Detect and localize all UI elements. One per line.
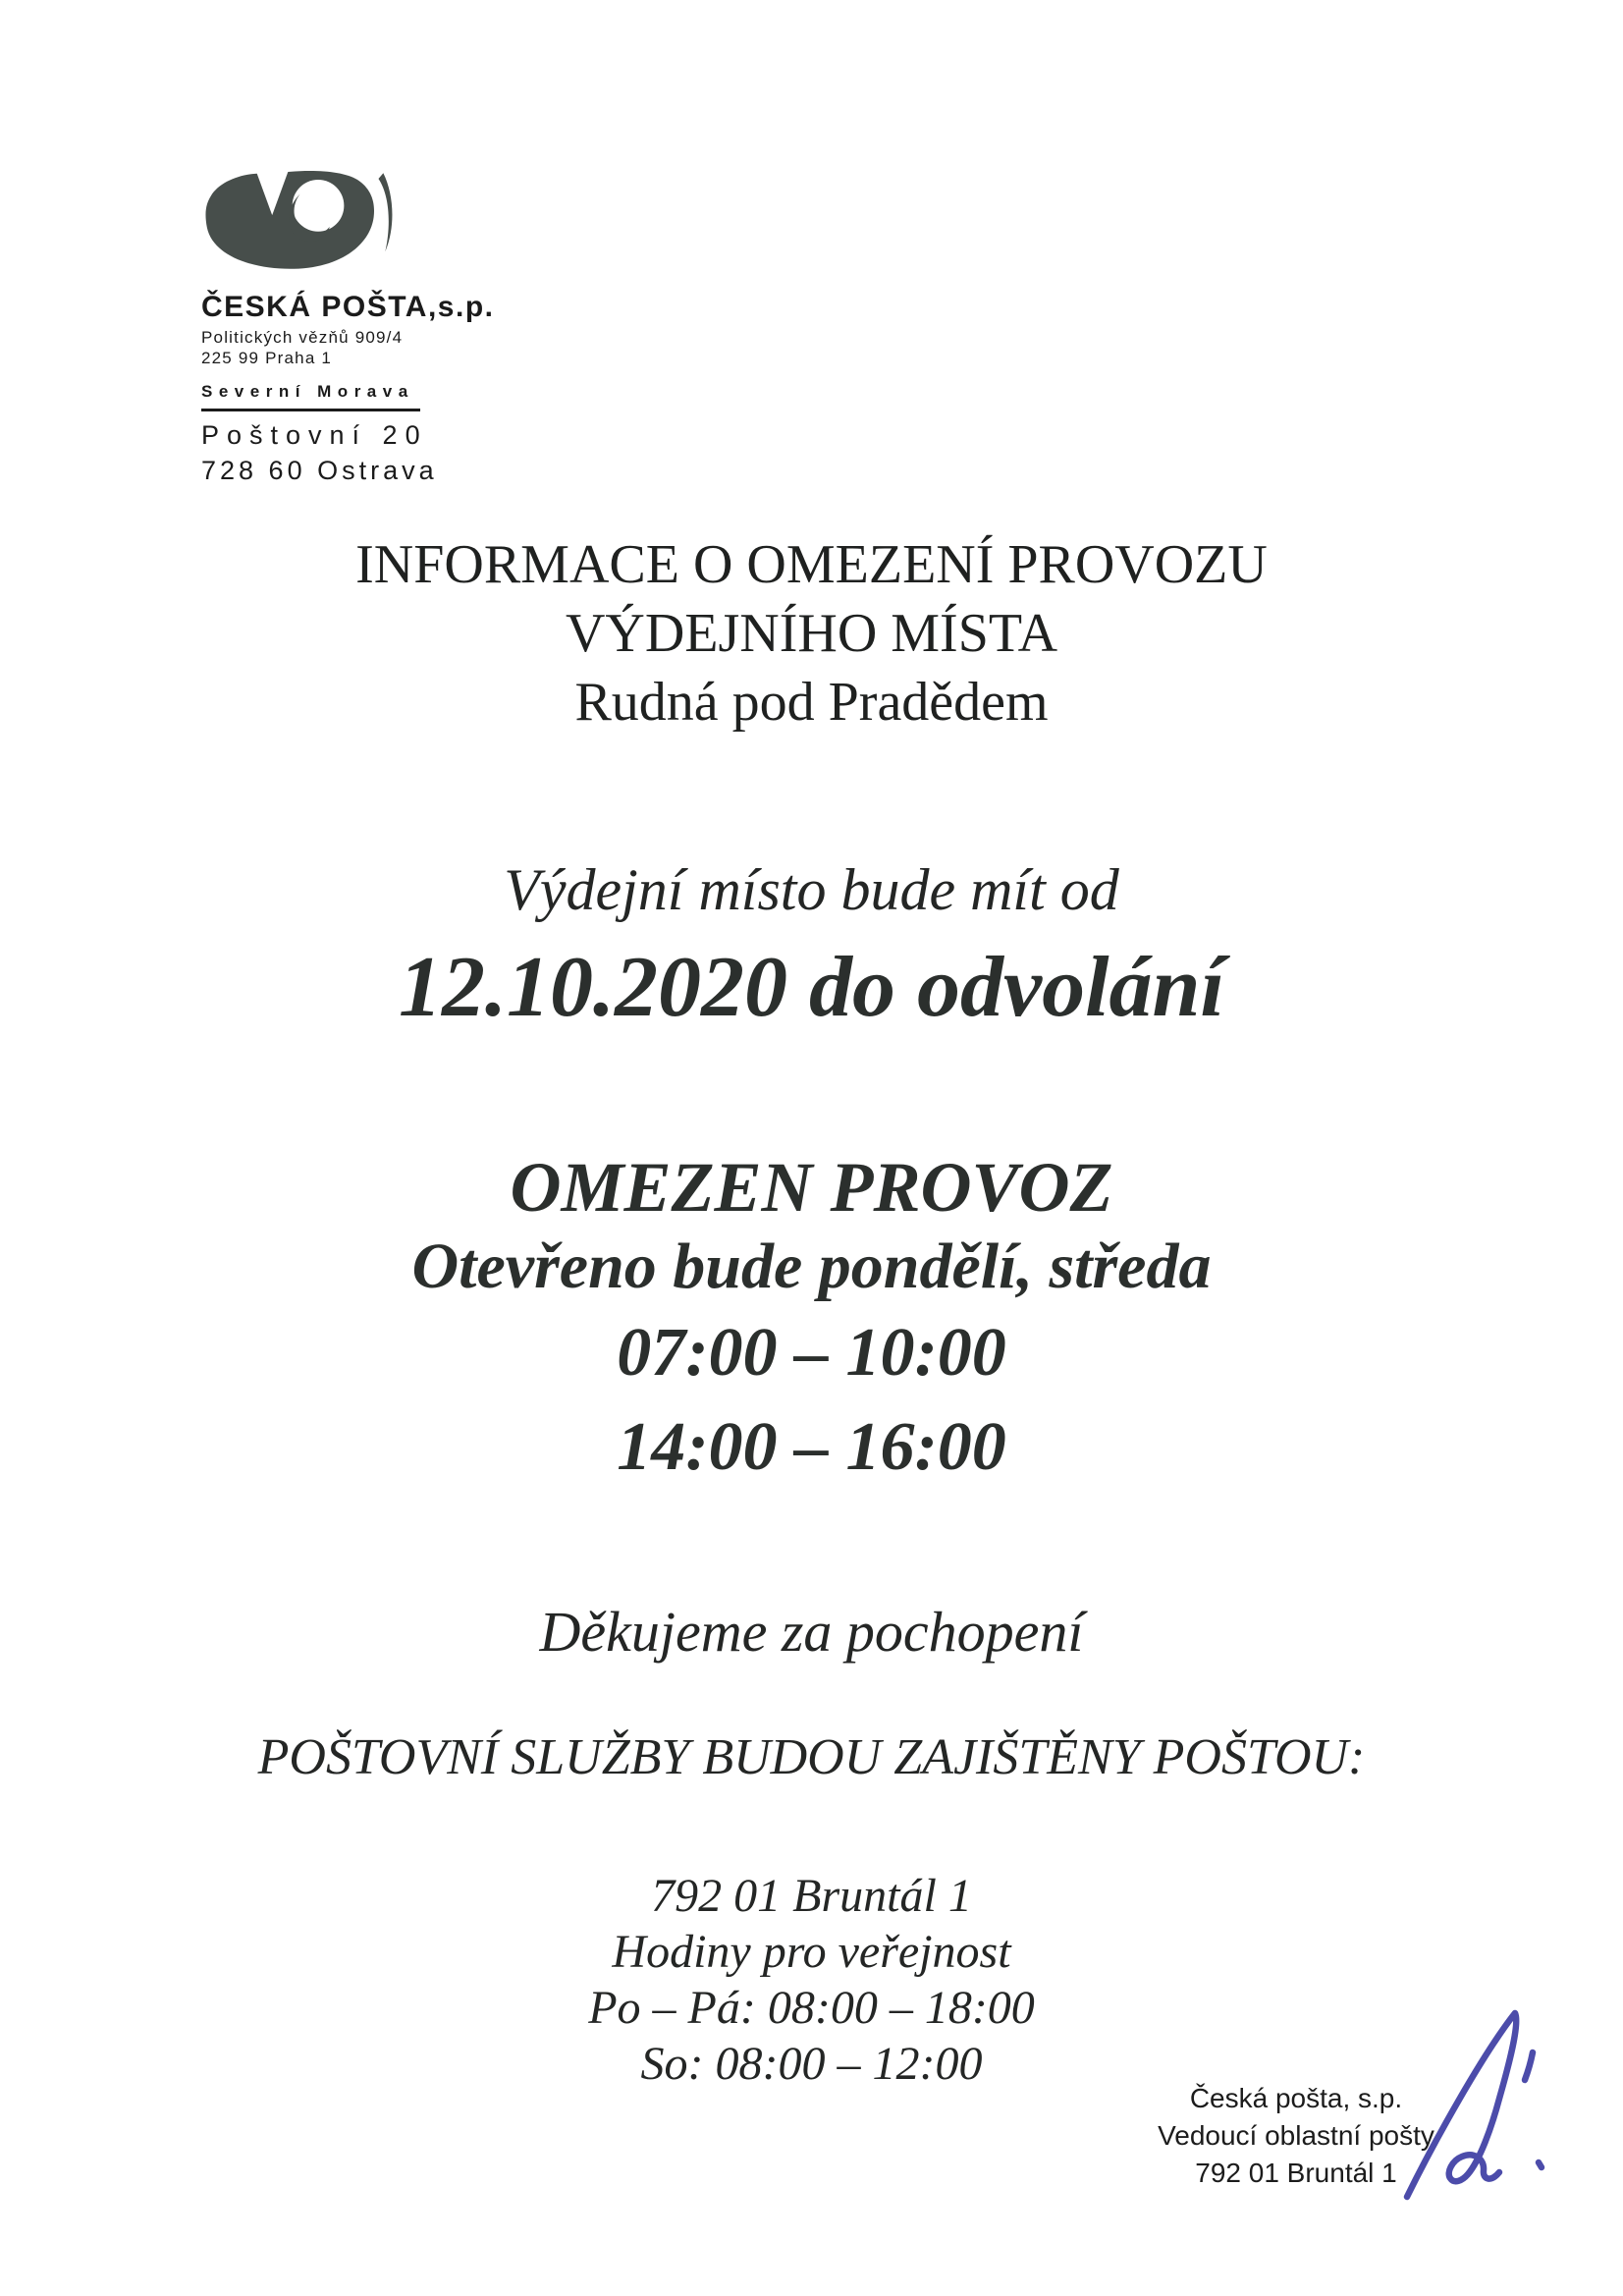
- letterhead-office-street: Poštovní 20: [201, 420, 428, 450]
- substitute-office-name: 792 01 Bruntál 1: [651, 1870, 972, 1922]
- substitute-hours-saturday: So: 08:00 – 12:00: [640, 2038, 983, 2090]
- services-note: POŠTOVNÍ SLUŽBY BUDOU ZAJIŠTĚNY POŠTOU:: [257, 1729, 1366, 1785]
- letterhead: [201, 165, 494, 486]
- hours-morning: 07:00 – 10:00: [617, 1315, 1006, 1391]
- notice-title: [0, 530, 1623, 737]
- effective-date: 12.10.2020 do odvolání: [399, 940, 1224, 1035]
- letterhead-office-city: 728 60 Ostrava: [201, 456, 438, 485]
- signature-office: 792 01 Bruntál 1: [1195, 2158, 1397, 2188]
- signature-company: Česká pošta, s.p.: [1189, 2083, 1403, 2113]
- notice-intro: Výdejní místo bude mít od: [504, 857, 1119, 922]
- substitute-hours-title: Hodiny pro veřejnost: [612, 1926, 1011, 1978]
- letterhead-company: ČESKÁ POŠTA,s.p.: [201, 291, 495, 323]
- hours-afternoon: 14:00 – 16:00: [617, 1409, 1006, 1485]
- handwritten-signature: [1389, 1995, 1551, 2207]
- thanks-line: Děkujeme za pochopení: [539, 1600, 1084, 1664]
- open-days: Otevřeno bude pondělí, středa: [411, 1230, 1212, 1302]
- signature-role: Vedoucí oblastní pošty: [1158, 2120, 1434, 2151]
- post-horn-icon: [201, 165, 398, 275]
- notice-title-line1: INFORMACE O OMEZENÍ PROVOZU: [355, 534, 1268, 595]
- letterhead-street: Politických vězňů 909/4: [201, 328, 404, 347]
- notice-title-location: Rudná pod Pradědem: [574, 672, 1049, 733]
- restriction-heading: OMEZEN PROVOZ: [510, 1148, 1113, 1227]
- notice-title-line2: VÝDEJNÍHO MÍSTA: [565, 603, 1058, 664]
- letterhead-region: Severní Morava: [201, 382, 420, 411]
- substitute-hours-weekdays: Po – Pá: 08:00 – 18:00: [588, 1982, 1035, 2034]
- letterhead-city: 225 99 Praha 1: [201, 349, 333, 367]
- substitute-office-block: [0, 1868, 1623, 2092]
